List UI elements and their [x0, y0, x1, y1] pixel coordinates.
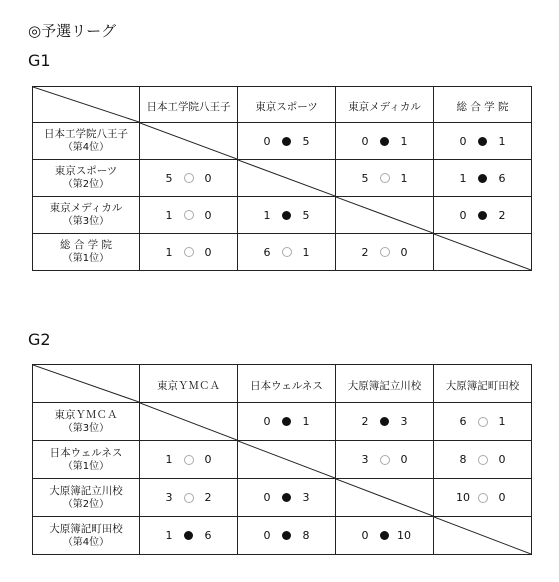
- score-cell: [336, 441, 434, 479]
- score-home: 5: [361, 171, 369, 185]
- score-home: 1: [263, 208, 271, 222]
- table-row: [33, 160, 532, 197]
- table-corner-cell: [33, 87, 140, 123]
- score-cell: [336, 160, 434, 197]
- diagonal-line: [238, 441, 335, 478]
- column-header: [140, 87, 238, 123]
- group-title-g2: G2: [28, 330, 51, 349]
- row-header: [33, 234, 140, 271]
- row-team-rank: （第2位）: [62, 179, 110, 190]
- table-row: [33, 403, 532, 441]
- score-cell: [140, 197, 238, 234]
- row-header: [33, 479, 140, 517]
- row-team-rank: （第4位）: [62, 142, 110, 153]
- score-home: 1: [165, 453, 173, 466]
- column-team-name: 総 合 学 院: [456, 101, 509, 113]
- score-away: 5: [302, 134, 310, 148]
- score-home: 0: [361, 134, 369, 148]
- score-home: 0: [263, 134, 271, 148]
- score-home: 1: [165, 529, 173, 542]
- column-team-name: 大原簿記町田校: [445, 380, 520, 392]
- group-title-g1: G1: [28, 51, 51, 70]
- self-match-cell: [434, 234, 532, 271]
- score-home: 0: [459, 134, 467, 148]
- score-home: 3: [361, 453, 369, 466]
- score-away: 10: [397, 529, 411, 542]
- score-cell: [434, 123, 532, 160]
- black-circle-icon: [478, 211, 487, 220]
- score-away: 1: [400, 171, 408, 185]
- score-home: 2: [361, 245, 369, 259]
- row-header: [33, 441, 140, 479]
- column-header: [238, 87, 336, 123]
- black-circle-icon: [380, 417, 389, 426]
- white-circle-icon: [380, 173, 390, 183]
- row-team-name: 東京スポーツ: [54, 165, 118, 177]
- score-home: 1: [165, 208, 173, 222]
- column-header: [336, 365, 434, 403]
- diagonal-line: [336, 197, 433, 233]
- white-circle-icon: [478, 417, 488, 427]
- score-away: 0: [204, 171, 212, 185]
- score-cell: [238, 479, 336, 517]
- row-team-name: 総 合 学 院: [59, 239, 112, 251]
- row-team-rank: （第3位）: [62, 216, 110, 227]
- row-team-name: 日本工学院八王子: [44, 128, 128, 140]
- black-circle-icon: [184, 531, 193, 540]
- score-cell: [434, 403, 532, 441]
- score-cell: [238, 517, 336, 555]
- column-header: [140, 365, 238, 403]
- score-home: 1: [459, 171, 467, 185]
- table-row: [33, 123, 532, 160]
- score-away: 6: [498, 171, 506, 185]
- column-team-name: 日本ウェルネス: [250, 380, 323, 392]
- black-circle-icon: [478, 137, 487, 146]
- table-row: [33, 441, 532, 479]
- league-table-g2: [32, 364, 532, 555]
- score-home: 6: [263, 245, 271, 259]
- score-away: 1: [498, 415, 506, 428]
- score-home: 10: [456, 491, 470, 504]
- row-header: [33, 517, 140, 555]
- white-circle-icon: [380, 455, 390, 465]
- score-away: 0: [498, 453, 506, 466]
- black-circle-icon: [282, 531, 291, 540]
- column-team-name: 東京スポーツ: [255, 101, 318, 113]
- row-team-name: 大原簿記町田校: [49, 522, 123, 535]
- score-cell: [140, 479, 238, 517]
- score-home: 3: [165, 491, 173, 504]
- score-home: 1: [165, 245, 173, 259]
- row-team-name: 大原簿記立川校: [49, 484, 123, 497]
- column-team-name: 日本工学院八王子: [146, 101, 231, 113]
- diagonal-line: [140, 403, 237, 440]
- white-circle-icon: [184, 493, 194, 503]
- black-circle-icon: [380, 137, 389, 146]
- score-home: 0: [263, 415, 271, 428]
- black-circle-icon: [380, 531, 389, 540]
- diagonal-line: [434, 517, 531, 554]
- score-away: 1: [498, 134, 506, 148]
- diagonal-line: [33, 87, 139, 122]
- row-team-name: 日本ウェルネス: [49, 446, 123, 459]
- diagonal-line: [434, 234, 531, 270]
- diagonal-line: [140, 123, 237, 159]
- score-away: 3: [400, 415, 408, 428]
- score-home: 6: [459, 415, 467, 428]
- score-away: 1: [302, 245, 310, 259]
- self-match-cell: [336, 197, 434, 234]
- score-away: 5: [302, 208, 310, 222]
- score-cell: [434, 160, 532, 197]
- row-header: [33, 123, 140, 160]
- row-header: [33, 197, 140, 234]
- score-home: 0: [263, 529, 271, 542]
- score-away: 8: [302, 529, 310, 542]
- score-cell: [140, 160, 238, 197]
- score-away: 0: [498, 491, 506, 504]
- score-cell: [434, 441, 532, 479]
- score-home: 5: [165, 171, 173, 185]
- score-home: 0: [263, 491, 271, 504]
- black-circle-icon: [282, 417, 291, 426]
- score-cell: [238, 234, 336, 271]
- score-away: 3: [302, 491, 310, 504]
- column-header: [434, 87, 532, 123]
- score-away: 0: [400, 453, 408, 466]
- score-cell: [238, 403, 336, 441]
- row-team-rank: （第4位）: [62, 536, 110, 548]
- row-header: [33, 403, 140, 441]
- row-team-rank: （第1位）: [62, 253, 110, 264]
- black-circle-icon: [282, 137, 291, 146]
- column-team-name: 東京メディカル: [348, 101, 421, 113]
- page-heading: ◎予選リーグ: [28, 22, 117, 40]
- white-circle-icon: [184, 210, 194, 220]
- white-circle-icon: [478, 455, 488, 465]
- score-home: 0: [459, 208, 467, 222]
- table-row: [33, 197, 532, 234]
- white-circle-icon: [184, 247, 194, 257]
- score-away: 0: [204, 453, 212, 466]
- score-cell: [238, 197, 336, 234]
- diagonal-line: [336, 479, 433, 516]
- column-header: [434, 365, 532, 403]
- row-team-rank: （第2位）: [62, 498, 110, 510]
- score-away: 0: [400, 245, 408, 259]
- score-cell: [434, 479, 532, 517]
- white-circle-icon: [380, 247, 390, 257]
- league-table-g1: [32, 86, 532, 271]
- self-match-cell: [140, 123, 238, 160]
- diagonal-line: [33, 365, 139, 402]
- self-match-cell: [434, 517, 532, 555]
- score-cell: [238, 123, 336, 160]
- row-team-name: 東京メディカル: [49, 202, 123, 214]
- table-corner-cell: [33, 365, 140, 403]
- column-header: [238, 365, 336, 403]
- score-cell: [140, 441, 238, 479]
- score-cell: [336, 403, 434, 441]
- score-home: 8: [459, 453, 467, 466]
- self-match-cell: [238, 441, 336, 479]
- score-away: 0: [204, 208, 212, 222]
- black-circle-icon: [478, 174, 487, 183]
- white-circle-icon: [282, 247, 292, 257]
- self-match-cell: [140, 403, 238, 441]
- score-cell: [140, 234, 238, 271]
- score-home: 0: [361, 529, 369, 542]
- row-team-rank: （第1位）: [62, 460, 110, 472]
- score-cell: [336, 123, 434, 160]
- self-match-cell: [336, 479, 434, 517]
- row-team-name: 東京ＹＭＣＡ: [54, 408, 118, 421]
- row-team-rank: （第3位）: [62, 422, 110, 434]
- score-cell: [336, 517, 434, 555]
- score-cell: [336, 234, 434, 271]
- score-cell: [434, 197, 532, 234]
- self-match-cell: [238, 160, 336, 197]
- white-circle-icon: [478, 493, 488, 503]
- score-away: 2: [204, 491, 212, 504]
- score-away: 0: [204, 245, 212, 259]
- column-team-name: 大原簿記立川校: [347, 380, 422, 392]
- black-circle-icon: [282, 211, 291, 220]
- score-cell: [140, 517, 238, 555]
- score-home: 2: [361, 415, 369, 428]
- table-row: [33, 234, 532, 271]
- white-circle-icon: [184, 173, 194, 183]
- score-away: 1: [302, 415, 310, 428]
- score-away: 1: [400, 134, 408, 148]
- score-away: 2: [498, 208, 506, 222]
- white-circle-icon: [184, 455, 194, 465]
- table-row: [33, 517, 532, 555]
- diagonal-line: [238, 160, 335, 196]
- black-circle-icon: [282, 493, 291, 502]
- row-header: [33, 160, 140, 197]
- score-away: 6: [204, 529, 212, 542]
- table-row: [33, 479, 532, 517]
- column-team-name: 東京ＹＭＣＡ: [157, 380, 220, 392]
- column-header: [336, 87, 434, 123]
